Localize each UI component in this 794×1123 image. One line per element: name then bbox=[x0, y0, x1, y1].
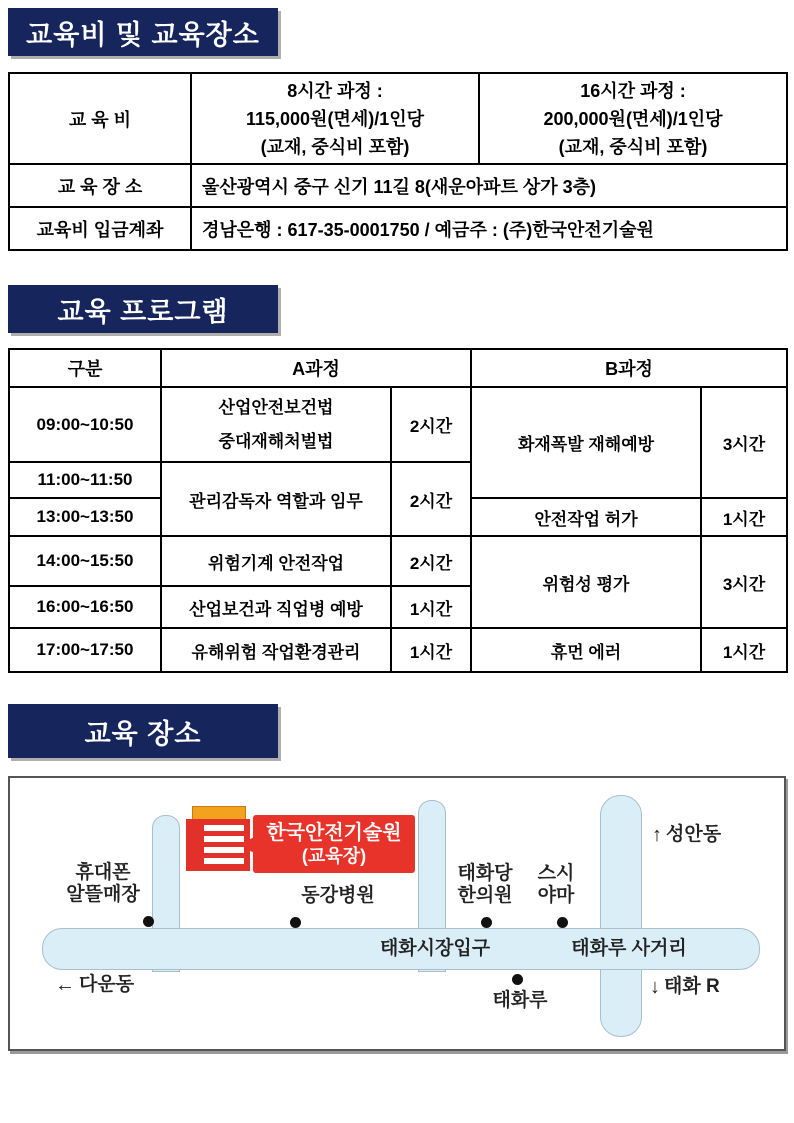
sushi-yama-line1: 스시 bbox=[537, 863, 575, 884]
taehwadang-dot bbox=[481, 917, 492, 928]
donggang-hospital-dot bbox=[290, 917, 301, 928]
time-cell: 14:00~15:50 bbox=[9, 536, 161, 586]
program-header-row bbox=[9, 349, 787, 387]
b-hours-cell: 3시간 bbox=[701, 387, 787, 498]
banner-pointer-icon bbox=[240, 837, 254, 853]
time-cell: 17:00~17:50 bbox=[9, 628, 161, 672]
label-donggang-hospital: 동강병원 bbox=[301, 885, 375, 906]
section-title-program: 교육 프로그램 bbox=[8, 285, 278, 333]
program-row-1700 bbox=[9, 628, 787, 672]
banner-line2: (교육장) bbox=[301, 846, 367, 866]
fee-label-cell: 교 육 비 bbox=[9, 73, 191, 164]
a-hours-cell: 1시간 bbox=[391, 628, 471, 672]
place-row bbox=[9, 164, 787, 207]
down-arrow-icon: ↓ bbox=[650, 976, 660, 998]
fee-8h-price: 115,000원(면세)/1인당 bbox=[245, 108, 424, 129]
seongan-dong-text: 성안동 bbox=[666, 824, 722, 845]
b-hours-cell: 3시간 bbox=[701, 536, 787, 628]
b-hours-cell: 1시간 bbox=[701, 628, 787, 672]
building-window-slats bbox=[204, 825, 244, 865]
a-subject-cell: 산업보건과 직업병 예방 bbox=[161, 586, 391, 628]
b-subject-cell: 화재폭발 재해예방 bbox=[471, 387, 701, 498]
label-daun-dong bbox=[55, 974, 134, 996]
a-subject-cell: 관리감독자 역할과 임무 bbox=[161, 462, 391, 536]
section-title-location: 교육 장소 bbox=[8, 704, 278, 758]
fee-16h-cell bbox=[479, 73, 787, 164]
b-subject-cell: 위험성 평가 bbox=[471, 536, 701, 628]
time-cell: 11:00~11:50 bbox=[9, 462, 161, 498]
fee-16h-title: 16시간 과정 : bbox=[580, 80, 686, 101]
section-title-fees: 교육비 및 교육장소 bbox=[8, 8, 278, 56]
header-course-a: A과정 bbox=[161, 349, 471, 387]
label-sushi-yama bbox=[525, 863, 587, 907]
place-label-cell: 교 육 장 소 bbox=[9, 164, 191, 207]
location-map bbox=[8, 776, 786, 1051]
label-taehwa-r bbox=[650, 976, 720, 998]
label-taehwadang-clinic bbox=[447, 863, 523, 907]
fee-table bbox=[8, 72, 788, 251]
taehwaru-dot bbox=[512, 974, 523, 985]
a-subject-cell: 유해위험 작업환경관리 bbox=[161, 628, 391, 672]
sushi-yama-dot bbox=[557, 917, 568, 928]
label-taehwa-market-entrance: 태화시장입구 bbox=[379, 938, 491, 959]
a-subject-cell bbox=[161, 387, 391, 462]
road-vertical-right bbox=[600, 795, 642, 1037]
fee-8h-cell bbox=[191, 73, 479, 164]
header-course-b: B과정 bbox=[471, 349, 787, 387]
a-subject-line1: 산업안전보건법 bbox=[218, 397, 334, 417]
a-hours-cell: 1시간 bbox=[391, 586, 471, 628]
place-value-cell: 울산광역시 중구 신기 11길 8(새운아파트 상가 3층) bbox=[191, 164, 787, 207]
a-subject-cell: 위험기계 안전작업 bbox=[161, 536, 391, 586]
education-center-banner bbox=[253, 815, 415, 873]
b-hours-cell: 1시간 bbox=[701, 498, 787, 536]
header-gubun: 구분 bbox=[9, 349, 161, 387]
a-hours-cell: 2시간 bbox=[391, 387, 471, 462]
a-hours-cell: 2시간 bbox=[391, 536, 471, 586]
program-row-1400 bbox=[9, 536, 787, 586]
fee-8h-note: (교재, 중식비 포함) bbox=[260, 136, 410, 157]
banner-line1: 한국안전기술원 bbox=[266, 822, 402, 844]
label-seongan-dong bbox=[652, 824, 721, 846]
sushi-yama-line2: 야마 bbox=[537, 885, 575, 906]
daun-dong-text: 다운동 bbox=[79, 974, 135, 995]
taehwadang-line1: 태화당 bbox=[457, 863, 513, 884]
account-row bbox=[9, 207, 787, 250]
account-label-cell: 교육비 입금계좌 bbox=[9, 207, 191, 250]
time-cell: 09:00~10:50 bbox=[9, 387, 161, 462]
b-subject-cell: 안전작업 허가 bbox=[471, 498, 701, 536]
left-arrow-icon: ← bbox=[55, 974, 75, 996]
account-value-cell: 경남은행 : 617-35-0001750 / 예금주 : (주)한국안전기술원 bbox=[191, 207, 787, 250]
program-row-0900 bbox=[9, 387, 787, 462]
label-phone-store bbox=[48, 862, 158, 906]
phone-store-line2: 알뜰매장 bbox=[66, 884, 140, 905]
a-subject-line2: 중대재해처벌법 bbox=[218, 431, 334, 451]
program-table bbox=[8, 348, 788, 673]
taehwa-r-text: 태화 R bbox=[664, 976, 720, 997]
taehwadang-line2: 한의원 bbox=[457, 885, 513, 906]
time-cell: 13:00~13:50 bbox=[9, 498, 161, 536]
b-subject-cell: 휴먼 에러 bbox=[471, 628, 701, 672]
fee-16h-price: 200,000원(면세)/1인당 bbox=[543, 108, 723, 129]
phone-store-dot bbox=[143, 916, 154, 927]
label-taehwaru-junction: 태화루 사거리 bbox=[571, 938, 687, 959]
time-cell: 16:00~16:50 bbox=[9, 586, 161, 628]
a-hours-cell: 2시간 bbox=[391, 462, 471, 536]
fee-row bbox=[9, 73, 787, 164]
fee-8h-title: 8시간 과정 : bbox=[287, 80, 383, 101]
phone-store-line1: 휴대폰 bbox=[75, 862, 131, 883]
label-taehwaru: 태화루 bbox=[492, 990, 548, 1011]
up-arrow-icon: ↑ bbox=[652, 824, 662, 846]
fee-16h-note: (교재, 중식비 포함) bbox=[558, 136, 708, 157]
